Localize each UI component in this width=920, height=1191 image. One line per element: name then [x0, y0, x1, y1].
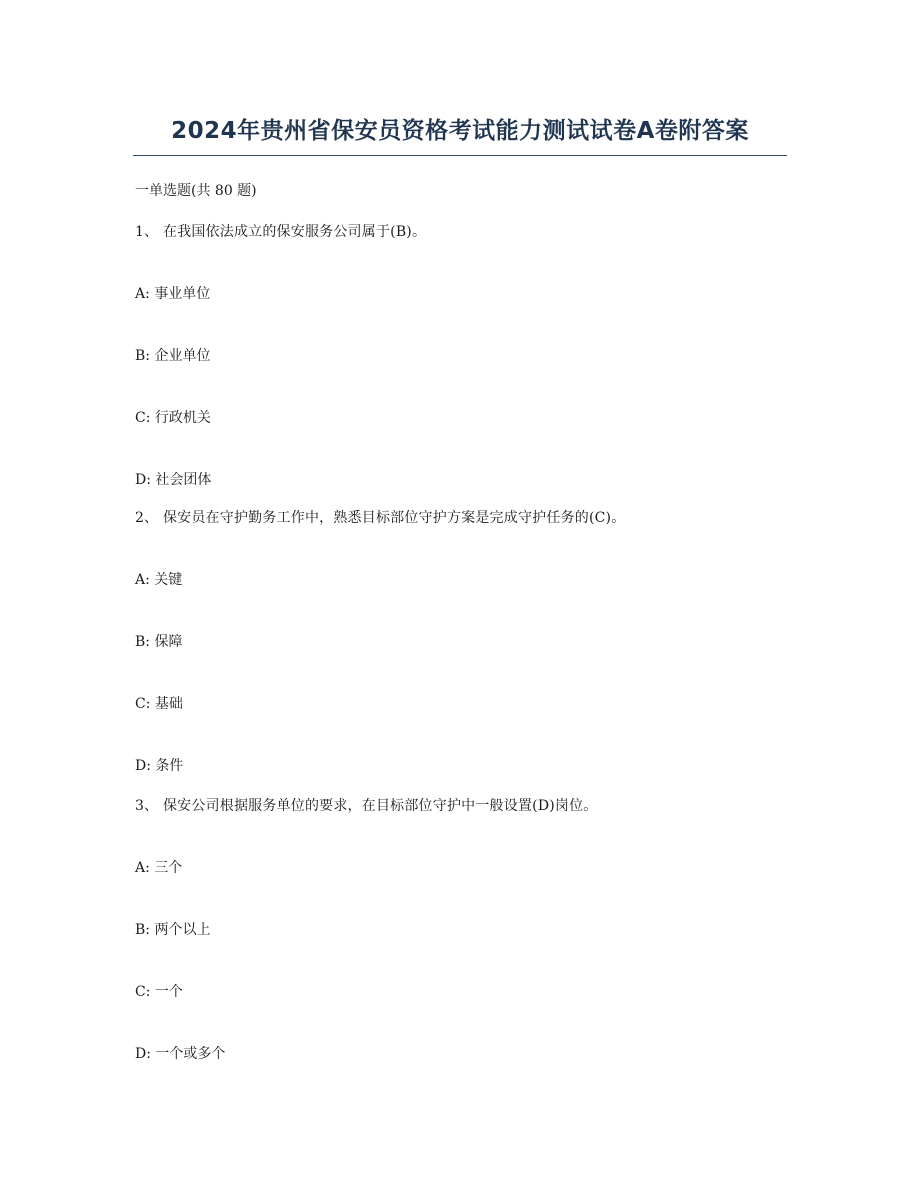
- option-b: B: 保障: [135, 634, 183, 650]
- question-text: 2、 保安员在守护勤务工作中，熟悉目标部位守护方案是完成守护任务的(C)。: [135, 510, 626, 526]
- option-d: D: 社会团体: [135, 472, 212, 488]
- document-title: 2024年贵州省保安员资格考试能力测试试卷A卷附答案: [171, 118, 749, 144]
- option-a: A: 关键: [135, 572, 183, 588]
- option-c: C: 行政机关: [135, 410, 211, 426]
- option-a: A: 三个: [135, 860, 183, 876]
- option-c: C: 一个: [135, 984, 183, 1000]
- option-d: D: 条件: [135, 758, 184, 774]
- option-c: C: 基础: [135, 696, 183, 712]
- option-b: B: 两个以上: [135, 922, 211, 938]
- question-text: 3、 保安公司根据服务单位的要求，在目标部位守护中一般设置(D)岗位。: [135, 798, 598, 814]
- section-label: 一单选题(共 80 题): [135, 183, 257, 199]
- option-a: A: 事业单位: [135, 286, 211, 302]
- question-text: 1、 在我国依法成立的保安服务公司属于(B)。: [135, 224, 427, 240]
- title-divider: [133, 155, 787, 156]
- option-b: B: 企业单位: [135, 348, 211, 364]
- option-d: D: 一个或多个: [135, 1046, 226, 1062]
